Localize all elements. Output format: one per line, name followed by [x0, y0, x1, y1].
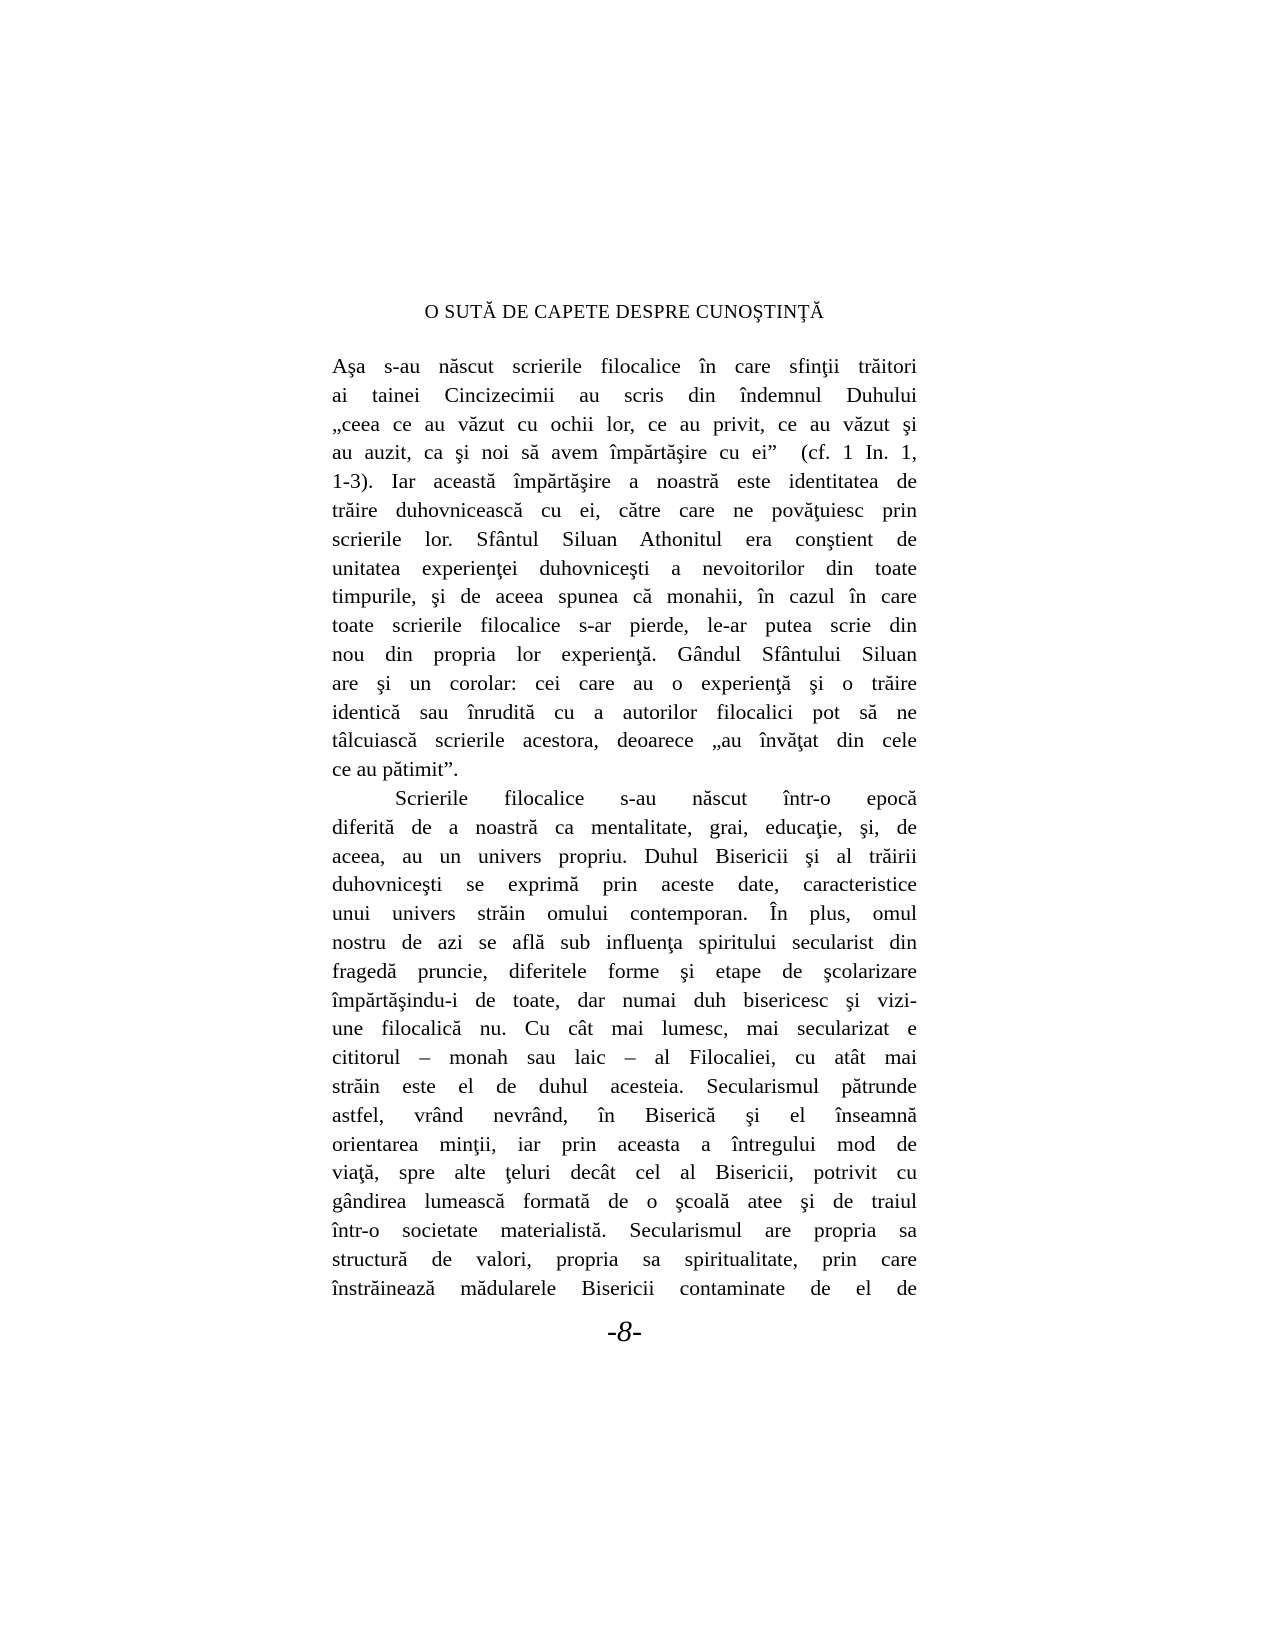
text-line: tâlcuiască scrierile acestora, deoarece „au învăţat din cele — [332, 728, 917, 753]
text-line: nou din propria lor experienţă. Gândul Sfântului Siluan — [332, 641, 917, 666]
text-line: viaţă, spre alte ţeluri decât cel al Bisericii, potrivit cu — [332, 1160, 917, 1185]
text-line: astfel, vrând nevrând, în Biserică şi el înseamnă — [332, 1102, 917, 1127]
text-line: aceea, au un univers propriu. Duhul Bisericii şi al trăirii — [332, 843, 917, 868]
text-line: ai tainei Cincizecimii au scris din îndemnul Duhului — [332, 382, 917, 407]
text-line: structură de valori, propria sa spiritualitate, prin care — [332, 1246, 917, 1271]
text-line: unui univers străin omului contemporan. În plus, omul — [332, 901, 917, 926]
text-line: 1-3). Iar această împărtăşire a noastră este identitatea de — [332, 469, 917, 494]
text-line: diferită de a noastră ca mentalitate, grai, educaţie, şi, de — [332, 814, 917, 839]
text-line: scrierile lor. Sfântul Siluan Athonitul era conştient de — [332, 526, 917, 551]
text-line: Aşa s-au născut scrierile filocalice în care sfinţii trăitori — [332, 354, 917, 378]
text-line: gândirea lumească formată de o şcoală atee şi de traiul — [332, 1189, 917, 1214]
text-line: Scrierile filocalice s-au născut într-o epocă — [395, 785, 917, 810]
text-line: „ceea ce au văzut cu ochii lor, ce au privit, ce au văzut şi — [332, 411, 917, 436]
page-number: -8- — [607, 1315, 642, 1348]
text-line: une filocalică nu. Cu cât mai lumesc, mai secularizat e — [332, 1016, 917, 1041]
text-line: străin este el de duhul acesteia. Secularismul pătrunde — [332, 1073, 917, 1098]
text-line: unitatea experienţei duhovniceşti a nevoitorilor din toate — [332, 555, 917, 580]
running-header-title: O SUTĂ DE CAPETE DESPRE CUNOŞTINŢĂ — [424, 302, 825, 323]
text-line: timpurile, şi de aceea spunea că monahii, în cazul în care — [332, 584, 917, 609]
text-line: duhovniceşti se exprimă prin aceste date, caracteristice — [332, 872, 917, 897]
text-line: nostru de azi se află sub influenţa spiritului secularist din — [332, 929, 917, 954]
text-line: înstrăinează mădularele Bisericii contaminate de el de — [332, 1275, 917, 1300]
text-line: ce au pătimit”. — [332, 757, 459, 782]
text-line: identică sau înrudită cu a autorilor filocalici pot să ne — [332, 699, 917, 724]
text-line: cititorul – monah sau laic – al Filocaliei, cu atât mai — [332, 1045, 917, 1070]
text-line: toate scrierile filocalice s-ar pierde, le-ar putea scrie din — [332, 613, 917, 638]
text-line: trăire duhovnicească cu ei, către care ne povăţuiesc prin — [332, 497, 917, 522]
text-line: orientarea minţii, iar prin aceasta a întregului mod de — [332, 1131, 917, 1156]
text-line: într-o societate materialistă. Secularismul are propria sa — [332, 1217, 917, 1242]
text-line: împărtăşindu-i de toate, dar numai duh bisericesc şi vizi- — [332, 987, 917, 1012]
text-line: are şi un corolar: cei care au o experienţă şi o trăire — [332, 670, 917, 695]
text-block — [332, 352, 917, 1302]
text-line: au auzit, ca şi noi să avem împărtăşire cu ei” (cf. 1 In. 1, — [332, 440, 917, 465]
text-line: fragedă pruncie, diferitele forme şi etape de şcolarizare — [332, 958, 917, 983]
